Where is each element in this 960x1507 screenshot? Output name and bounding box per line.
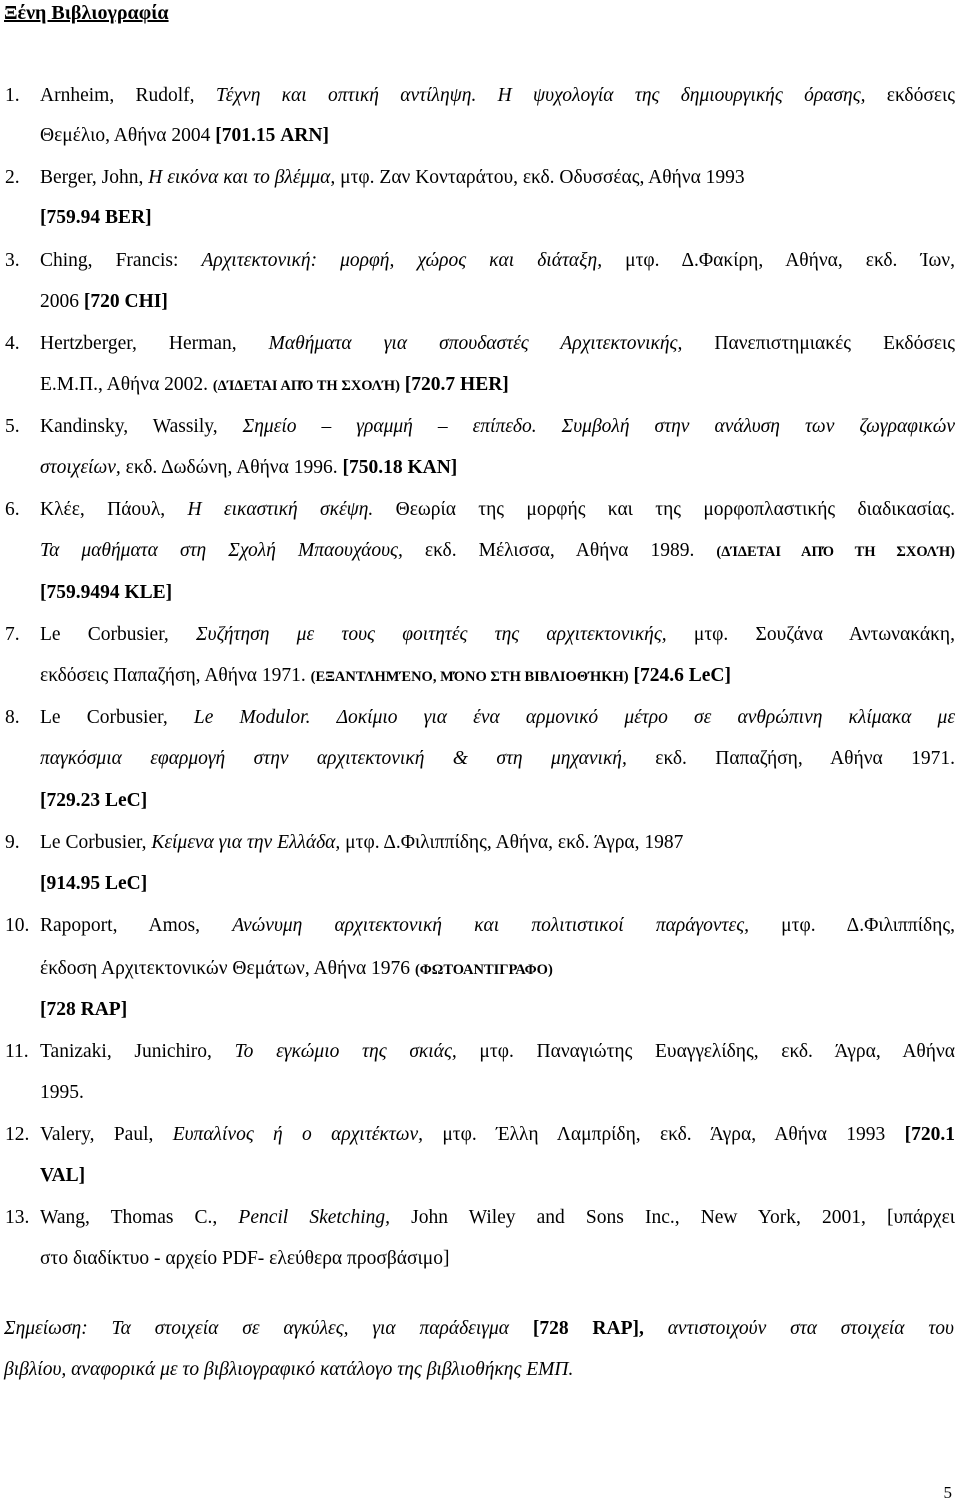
entry-number: 2. — [5, 167, 20, 188]
entry-line: Κλέε, Πάουλ, Η εικαστική σκέψη. Θεωρία της μορφής και της μορφοπλαστικής διαδικασίας. — [40, 499, 955, 520]
entry-line: στο διαδίκτυο - αρχείο PDF- ελεύθερα προσβάσιμο] — [40, 1248, 450, 1269]
entry-number: 6. — [5, 499, 20, 520]
entry-number: 7. — [5, 624, 20, 645]
entry-line: παγκόσμια εφαρμογή στην αρχιτεκτονική & στη μηχανική, εκδ. Παπαζήση, Αθήνα 1971. — [40, 748, 955, 769]
entry-line: [728 RAP] — [40, 999, 128, 1020]
entry-number: 4. — [5, 333, 20, 354]
entry-number: 10. — [5, 915, 30, 936]
entry-line: Θεμέλιο, Αθήνα 2004 [701.15 ARN] — [40, 125, 329, 146]
entry-number: 3. — [5, 250, 20, 271]
entry-line: VAL] — [40, 1165, 86, 1186]
entry-line: Tanizaki, Junichiro, Το εγκώμιο της σκιάς, μτφ. Παναγιώτης Ευαγγελίδης, εκδ. Άγρα, Αθήνα — [40, 1041, 955, 1062]
entry-line: Kandinsky, Wassily, Σημείο – γραμμή – επίπεδο. Συμβολή στην ανάλυση των ζωγραφικών — [40, 416, 956, 437]
entry-line: [729.23 LeC] — [40, 790, 148, 811]
entry-line: Τα μαθήματα στη Σχολή Μπαουχάους, εκδ. Μέλισσα, Αθήνα 1989. (ΔΊΔΕΤΑΙ ΑΠΌ ΤΗ ΣΧΟΛΉ) — [40, 540, 955, 561]
entry-line: Le Corbusier, Κείμενα για την Ελλάδα, μτφ. Δ.Φιλιππίδης, Αθήνα, εκδ. Άγρα, 1987 — [40, 832, 684, 853]
footnote-line-1: Σημείωση: Τα στοιχεία σε αγκύλες, για παράδειγμα [728 RAP], αντιστοιχούν στα στοιχεία του — [4, 1318, 954, 1339]
entry-line: Ε.Μ.Π., Αθήνα 2002. (ΔΊΔΕΤΑΙ ΑΠΌ ΤΗ ΣΧΟΛΉ) [720.7 HER] — [40, 374, 509, 395]
entry-line: Valery, Paul, Ευπαλίνος ή ο αρχιτέκτων, μτφ. Έλλη Λαμπρίδη, εκδ. Άγρα, Αθήνα 1993 [720.1 — [40, 1124, 955, 1145]
entry-number: 9. — [5, 832, 20, 853]
entry-line: Rapoport, Amos, Ανώνυμη αρχιτεκτονική και πολιτιστικοί παράγοντες, μτφ. Δ.Φιλιππίδης, — [40, 915, 955, 936]
entry-number: 5. — [5, 416, 20, 437]
entry-line: έκδοση Αρχιτεκτονικών Θεμάτων, Αθήνα 1976 (ΦΩΤΟΑΝΤΙΓΡΑΦΟ) — [40, 958, 553, 979]
entry-line: Le Corbusier, Συζήτηση με τους φοιτητές της αρχιτεκτονικής, μτφ. Σουζάνα Αντωνακάκη, — [40, 624, 955, 645]
entry-line: [914.95 LeC] — [40, 873, 148, 894]
page-title: Ξένη Βιβλιογραφία — [4, 2, 169, 24]
entry-number: 8. — [5, 707, 20, 728]
entry-line: Ching, Francis: Αρχιτεκτονική: μορφή, χώρος και διάταξη, μτφ. Δ.Φακίρη, Αθήνα, εκδ. Ίων, — [40, 250, 955, 271]
entry-line: Wang, Thomas C., Pencil Sketching, John Wiley and Sons Inc., New York, 2001, [υπάρχει — [40, 1207, 955, 1228]
entry-line: Berger, John, Η εικόνα και το βλέμμα, μτφ. Ζαν Κονταράτου, εκδ. Οδυσσέας, Αθήνα 1993 — [40, 167, 745, 188]
entry-line: εκδόσεις Παπαζήση, Αθήνα 1971. (ΕΞΑΝΤΛΗΜΈΝΟ, ΜΌΝΟ ΣΤΗ ΒΙΒΛΙΟΘΉΚΗ) [724.6 LeC] — [40, 665, 731, 686]
footnote-line-2: βιβλίου, αναφορικά με το βιβλιογραφικό κατάλογο της βιβλιοθήκης ΕΜΠ. — [4, 1359, 574, 1380]
entry-line: Arnheim, Rudolf, Τέχνη και οπτική αντίληψη. Η ψυχολογία της δημιουργικής όρασης, εκδόσεις — [40, 85, 956, 106]
entry-number: 13. — [5, 1207, 30, 1228]
page-number: 5 — [943, 1483, 952, 1502]
entry-line: στοιχείων, εκδ. Δωδώνη, Αθήνα 1996. [750.18 KAN] — [40, 457, 458, 478]
entry-number: 11. — [5, 1041, 29, 1062]
entry-number: 12. — [5, 1124, 30, 1145]
entry-line: 2006 [720 CHI] — [40, 291, 168, 312]
entry-line: [759.94 BER] — [40, 207, 152, 228]
entry-line: Hertzberger, Herman, Μαθήματα για σπουδαστές Αρχιτεκτονικής, Πανεπιστημιακές Εκδόσεις — [40, 333, 955, 354]
entry-line: [759.9494 KLE] — [40, 582, 173, 603]
entry-line: Le Corbusier, Le Modulor. Δοκίμιο για ένα αρμονικό μέτρο σε ανθρώπινη κλίμακα με — [40, 707, 955, 728]
entry-line: 1995. — [40, 1082, 84, 1103]
entry-number: 1. — [5, 85, 20, 106]
